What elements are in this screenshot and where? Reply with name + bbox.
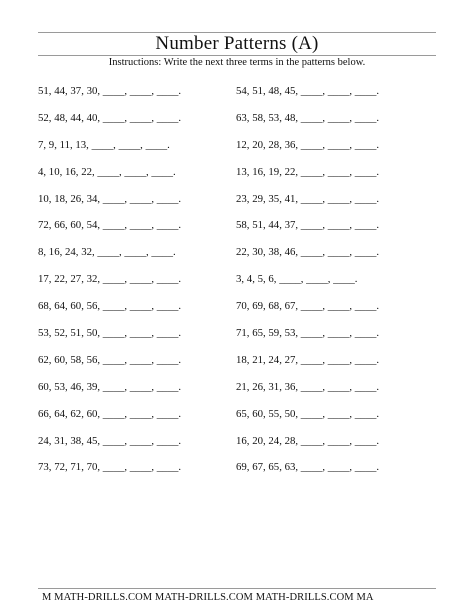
page-title: Number Patterns (A) (155, 33, 319, 54)
problem-right: 18, 21, 24, 27, ____, ____, ____. (236, 353, 380, 366)
problem-right: 58, 51, 44, 37, ____, ____, ____. (236, 219, 380, 232)
problem-row (0, 246, 474, 273)
problem-left: 8, 16, 24, 32, ____, ____, ____. (38, 246, 176, 259)
problem-row (0, 219, 474, 246)
problem-left: 62, 60, 58, 56, ____, ____, ____. (38, 353, 182, 366)
footer-watermark-text: M MATH-DRILLS.COM MATH-DRILLS.COM MATH-DRILLS.COM MA (42, 592, 374, 603)
problem-row (0, 193, 474, 220)
problem-row (0, 85, 474, 112)
problems-grid (0, 85, 474, 488)
problem-left: 73, 72, 71, 70, ____, ____, ____. (38, 461, 182, 474)
instructions-text: Instructions: Write the next three terms in the patterns below. (108, 57, 366, 68)
problem-left: 60, 53, 46, 39, ____, ____, ____. (38, 380, 182, 393)
problem-right: 65, 60, 55, 50, ____, ____, ____. (236, 407, 380, 420)
problem-left: 10, 18, 26, 34, ____, ____, ____. (38, 192, 182, 205)
problem-right: 54, 51, 48, 45, ____, ____, ____. (236, 85, 380, 97)
problem-right: 16, 20, 24, 28, ____, ____, ____. (236, 434, 380, 447)
problem-row (0, 354, 474, 381)
problem-left: 4, 10, 16, 22, ____, ____, ____. (38, 165, 176, 178)
problem-left: 68, 64, 60, 56, ____, ____, ____. (38, 300, 182, 313)
footer-rule (38, 588, 436, 589)
problem-row (0, 327, 474, 354)
problem-right: 70, 69, 68, 67, ____, ____, ____. (236, 300, 380, 313)
problem-right: 3, 4, 5, 6, ____, ____, ____. (236, 273, 358, 286)
problem-row (0, 408, 474, 435)
problem-right: 71, 65, 59, 53, ____, ____, ____. (236, 327, 380, 340)
problem-right: 12, 20, 28, 36, ____, ____, ____. (236, 138, 380, 151)
problem-right: 69, 67, 65, 63, ____, ____, ____. (236, 461, 380, 474)
problem-left: 52, 48, 44, 40, ____, ____, ____. (38, 111, 182, 124)
problem-right: 23, 29, 35, 41, ____, ____, ____. (236, 192, 380, 205)
problem-left: 72, 66, 60, 54, ____, ____, ____. (38, 219, 182, 232)
problem-left: 51, 44, 37, 30, ____, ____, ____. (38, 85, 182, 97)
footer (0, 592, 474, 604)
problem-row (0, 300, 474, 327)
problem-row (0, 381, 474, 408)
title-rule (38, 55, 436, 56)
problem-row (0, 166, 474, 193)
problem-row (0, 435, 474, 462)
problem-row (0, 139, 474, 166)
problem-row (0, 112, 474, 139)
problem-left: 17, 22, 27, 32, ____, ____, ____. (38, 273, 182, 286)
problem-right: 63, 58, 53, 48, ____, ____, ____. (236, 111, 380, 124)
problem-right: 22, 30, 38, 46, ____, ____, ____. (236, 246, 380, 259)
problem-right: 13, 16, 19, 22, ____, ____, ____. (236, 165, 380, 178)
problem-left: 24, 31, 38, 45, ____, ____, ____. (38, 434, 182, 447)
problem-left: 53, 52, 51, 50, ____, ____, ____. (38, 327, 182, 340)
problem-row (0, 461, 474, 488)
problem-row (0, 273, 474, 300)
problem-right: 21, 26, 31, 36, ____, ____, ____. (236, 380, 380, 393)
problem-left: 7, 9, 11, 13, ____, ____, ____. (38, 138, 170, 151)
problem-left: 66, 64, 62, 60, ____, ____, ____. (38, 407, 182, 420)
